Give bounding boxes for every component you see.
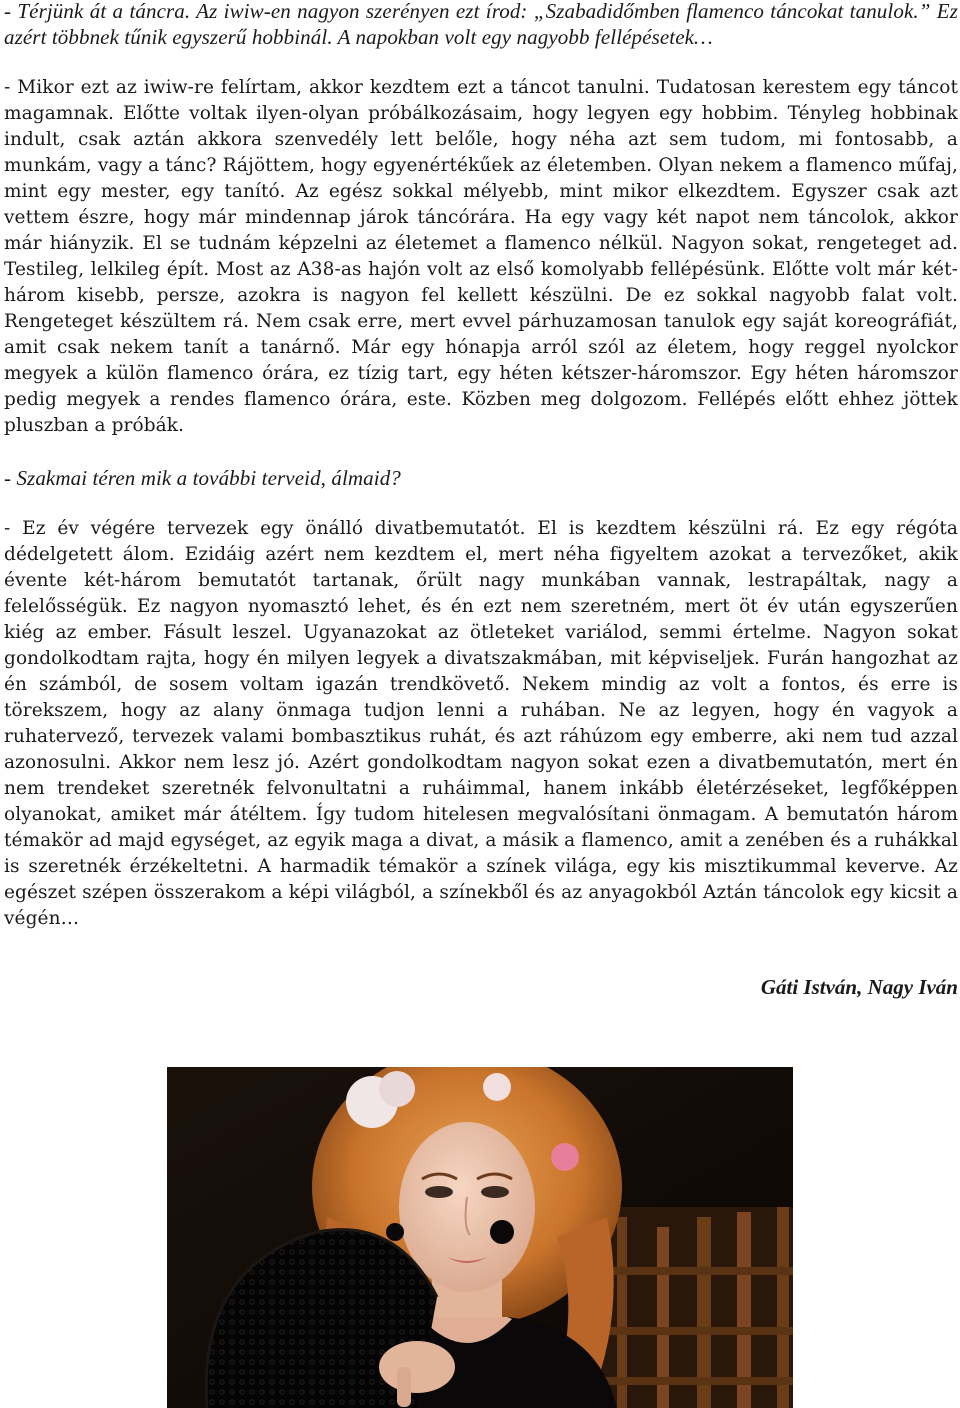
flamenco-dancer-photo-icon	[167, 1067, 793, 1408]
interview-question-2: - Szakmai téren mik a további terveid, álmaid?	[4, 466, 401, 490]
interview-answer-2: - Ez év végére tervezek egy önálló divatbemutatót. El is kezdtem készülni rá. Ez egy régóta dédelgetett álom. Ezidáig azért nem kezdtem el, mert néha figyeltem azokat a tervezőket, akik évente két-három bemutatót tartanak, őrült nagy munkában vannak, lestrapáltak, nagy a felelősségük. Ez nagyon nyomasztó lehet, és én ezt nem szeretném, mert öt év után egyszerűen kiég az ember. Fásult leszel. Ugyanazokat az ötleteket variálod, semmi értelme. Nagyon sokat gondolkodtam rajta, hogy én milyen legyek a divatszakmában, mit képviseljek. Furán hangozhat az én számból, de sosem voltam igazán trendkövető. Nekem mindig az volt a fontos, és erre is törekszem, hogy az alany önmaga tudjon lenni a ruhában. Ne az legyen, hogy én vagyok a ruhatervező, tervezek valami bombasztikus ruhát, és azt ráhúzom egy emberre, aki nem tud azzal azonosulni. Akkor nem lesz jó. Azért gondolkodtam nagyon sokat ezen a divatbemutatón, mert én nem trendeket szeretnék felvonultatni a ruháimmal, hanem inkább életérzéseket, legfőképpen olyanokat, amiket már átéltem. Így tudom hitelesen megvalósítani önmagam. A bemutatón három témakör ad majd egységet, az egyik maga a divat, a másik a flamenco, amit a zenében és a ruhákkal is szeretnék érzékeltetni. A harmadik témakör a színek világa, egy kis misztikummal keverve. Az egészet szépen összerakom a képi világból, a színekből és az anyagokból Aztán táncolok egy kicsit a végén…	[4, 518, 958, 929]
interview-answer-1: - Mikor ezt az iwiw-re felírtam, akkor kezdtem ezt a táncot tanulni. Tudatosan kerestem egy táncot magamnak. Előtte voltak ilyen-olyan próbálkozásaim, hogy legyen egy hobbim. Tényleg hobbinak indult, csak aztán akkora szenvedély lett belőle, hogy néha azt sem tudom, mi fontosabb, a munkám, vagy a tánc? Rájöttem, hogy egyenértékűek az életemben. Olyan nekem a flamenco műfaj, mint egy mester, egy tanító. Az egész sokkal mélyebb, mint mikor elkezdtem. Egyszer csak azt vettem észre, hogy már mindennap járok táncórára. Ha egy vagy két napot nem táncolok, akkor már hiányzik. El se tudnám képzelni az életemet a flamenco nélkül. Nagyon sokat, rengeteget ad. Testileg, lelkileg épít. Most az A38-as hajón volt az első komolyabb fellépésünk. Előtte volt már két-három kisebb, persze, azokra is nagyon fel kellett készülni. De ez sokkal nagyobb falat volt. Rengeteget készültem rá. Nem csak erre, mert evvel párhuzamosan tanulok egy saját koreográfiát, amit csak nekem tanít a tanárnő. Már egy hónapja arról szól az életem, hogy reggel nyolckor megyek a külön flamenco órára, ez tízig tart, egy héten kétszer-háromszor. Egy héten háromszor pedig megyek a rendes flamenco órára, este. Közben meg dolgozom. Fellépés előtt ehhez jöttek pluszban a próbák.	[4, 77, 958, 436]
interview-question-1: - Térjünk át a táncra. Az iwiw-en nagyon szerényen ezt írod: „Szabadidőmben flamenco táncokat tanulok.” Ez azért többnek tűnik egyszerű hobbinál. A napokban volt egy nagyobb fellépésetek…	[4, 0, 958, 49]
flamenco-dancer-photo	[167, 1067, 793, 1408]
pews-background	[597, 1207, 793, 1408]
article-authors: Gáti István, Nagy Iván	[760, 975, 958, 999]
article-page	[4, 0, 958, 1000]
